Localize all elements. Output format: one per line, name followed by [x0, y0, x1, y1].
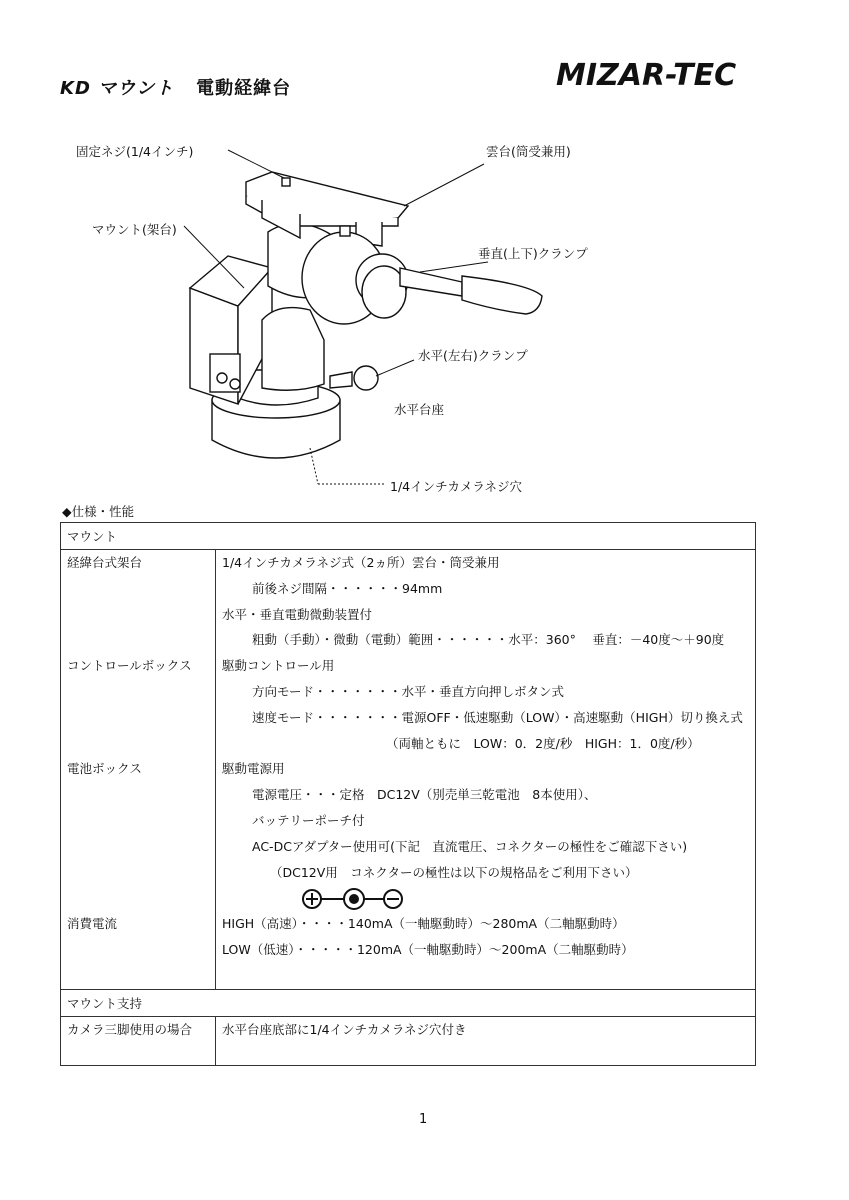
spec-table	[60, 522, 756, 1066]
spec-value: 速度モード・・・・・・・電源OFF・低速駆動（LOW）・高速駆動（HIGH）切り換え式	[252, 709, 743, 725]
polarity-diagram	[222, 885, 749, 911]
spacer	[67, 679, 209, 705]
spec-value-column	[216, 550, 756, 990]
spec-value: HIGH（高速）・・・・140mA（一軸駆動時）～280mA（二軸駆動時）	[222, 916, 625, 932]
spec-value: 電源電圧・・・定格 DC12V（別売単三乾電池 8本使用）、	[252, 787, 597, 803]
spec-value: （DC12V用 コネクターの極性は以下の規格品をご利用下さい）	[270, 864, 638, 880]
spec-value: 水平台座底部に1/4インチカメラネジ穴付き	[222, 1021, 467, 1037]
spec-key-tripod	[61, 1016, 216, 1065]
spacer	[67, 705, 209, 731]
spec-heading: ◆仕様・性能	[62, 504, 135, 519]
spec-key: カメラ三脚使用の場合	[67, 1021, 193, 1037]
page-number: 1	[419, 1112, 428, 1127]
spec-key-column	[61, 550, 216, 990]
spec-key-control: コントロールボックス	[67, 658, 192, 674]
section-title-mount: マウント	[61, 523, 756, 550]
label-horizontal-clamp: 水平(左右)クランプ	[418, 348, 528, 363]
spec-value-tripod	[216, 1016, 756, 1065]
label-vertical-clamp: 垂直(上下)クランプ	[478, 246, 588, 261]
spec-value: 粗動（手動）・微動（電動）範囲・・・・・・水平：360° 垂直：－40度～＋90度	[252, 632, 725, 648]
section-title-support: マウント支持	[61, 989, 756, 1016]
spacer	[67, 808, 209, 834]
spec-value: バッテリーポーチ付	[252, 812, 365, 828]
spacer	[67, 782, 209, 808]
spacer	[67, 937, 209, 963]
spacer	[67, 731, 209, 757]
spec-key-power: 消費電流	[67, 916, 118, 932]
label-head: 雲台(筒受兼用)	[486, 144, 571, 159]
spec-value: 1/4インチカメラネジ式（2ヵ所）雲台・筒受兼用	[222, 555, 500, 570]
brand-logo: MIZAR-TEC	[556, 58, 737, 93]
spec-value: 方向モード・・・・・・・水平・垂直方向押しボタン式	[252, 683, 565, 699]
section-row-mount	[61, 523, 756, 550]
label-fixing-screw: 固定ネジ(1/4インチ)	[76, 144, 194, 159]
spec-value: 駆動電源用	[222, 761, 285, 777]
table-row	[61, 1016, 756, 1065]
table-row	[61, 550, 756, 990]
spec-value: （両軸ともに LOW：0．2度/秒 HIGH：1．0度/秒）	[386, 735, 700, 751]
label-camera-screw-hole: 1/4インチカメラネジ穴	[390, 479, 522, 494]
label-mount: マウント(架台)	[92, 222, 177, 237]
spec-value: 前後ネジ間隔・・・・・・94mm	[252, 580, 443, 596]
spacer	[67, 963, 209, 989]
spacer	[67, 885, 209, 911]
spec-value: AC-DCアダプター使用可(下記 直流電圧、コネクターの極性をご確認下さい)	[252, 838, 688, 854]
spacer	[67, 834, 209, 860]
spacer	[67, 860, 209, 886]
mount-illustration	[0, 0, 849, 500]
spec-value: LOW（低速）・・・・・120mA（一軸駆動時）～200mA（二軸駆動時）	[222, 941, 634, 957]
label-base: 水平台座	[394, 402, 445, 417]
product-name: KD マウント	[60, 78, 175, 99]
product-subtitle: 電動経緯台	[196, 78, 292, 99]
spacer	[67, 602, 209, 628]
spec-key-battery: 電池ボックス	[67, 761, 142, 777]
spacer	[67, 627, 209, 653]
spec-value: 駆動コントロール用	[222, 658, 335, 674]
section-row-support	[61, 989, 756, 1016]
spec-key-altaz: 経緯台式架台	[67, 555, 143, 570]
spacer	[67, 576, 209, 602]
spec-value: 水平・垂直電動微動装置付	[222, 606, 373, 622]
polarity-symbol-icon	[300, 887, 410, 911]
